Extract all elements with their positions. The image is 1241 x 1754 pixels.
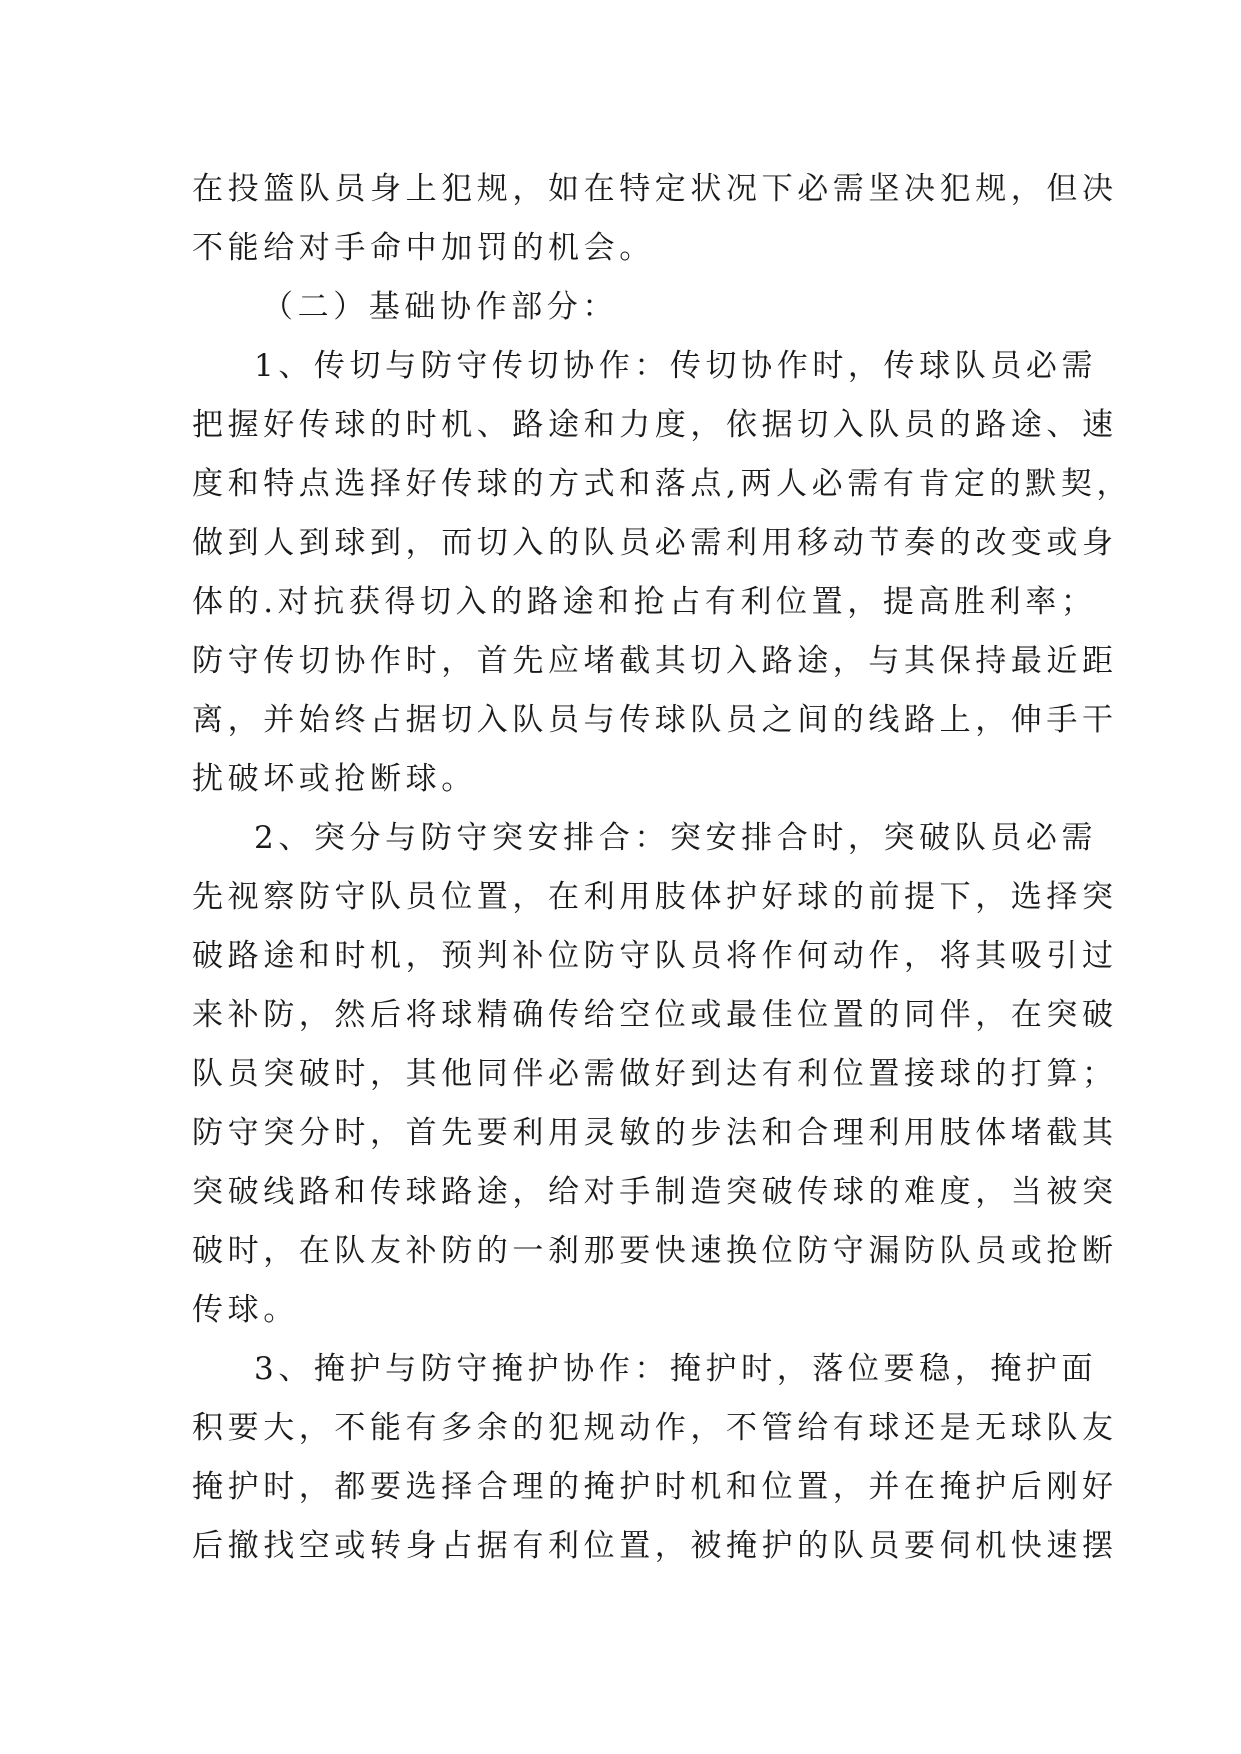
text-line: 后撤找空或转身占据有利位置，被掩护的队员要伺机快速摆 [192, 1528, 1118, 1564]
text-line: 队员突破时，其他同伴必需做好到达有利位置接球的打算； [192, 1056, 1118, 1092]
text-line: 做到人到球到，而切入的队员必需利用移动节奏的改变或身 [192, 525, 1118, 561]
document-page [192, 160, 1133, 1576]
text-line: 2、突分与防守突安排合：突安排合时，突破队员必需 [254, 820, 1098, 856]
text-line: 度和特点选择好传球的方式和落点,两人必需有肯定的默契， [192, 466, 1133, 502]
section-heading: （二）基础协作部分： [262, 289, 618, 325]
text-line: 不能给对手命中加罚的机会。 [192, 230, 655, 266]
text-line: 3、掩护与防守掩护协作：掩护时，落位要稳，掩护面 [254, 1351, 1098, 1387]
text-line: 掩护时，都要选择合理的掩护时机和位置，并在掩护后刚好 [192, 1469, 1118, 1505]
text-line: 体的.对抗获得切入的路途和抢占有利位置，提高胜利率； [192, 584, 1097, 620]
text-line: 防守传切协作时，首先应堵截其切入路途，与其保持最近距 [192, 643, 1118, 679]
text-line: 1、传切与防守传切协作：传切协作时，传球队员必需 [254, 348, 1098, 384]
text-line: 离，并始终占据切入队员与传球队员之间的线路上，伸手干 [192, 702, 1118, 738]
text-line: 破路途和时机，预判补位防守队员将作何动作，将其吸引过 [192, 938, 1118, 974]
text-line: 突破线路和传球路途，给对手制造突破传球的难度，当被突 [192, 1174, 1118, 1210]
text-line: 传球。 [192, 1292, 299, 1328]
text-line: 在投篮队员身上犯规，如在特定状况下必需坚决犯规，但决 [192, 171, 1118, 207]
text-line: 把握好传球的时机、路途和力度，依据切入队员的路途、速 [192, 407, 1118, 443]
text-line: 先视察防守队员位置，在利用肢体护好球的前提下，选择突 [192, 879, 1118, 915]
text-line: 来补防，然后将球精确传给空位或最佳位置的同伴，在突破 [192, 997, 1118, 1033]
text-line: 扰破坏或抢断球。 [192, 761, 477, 797]
text-line: 防守突分时，首先要利用灵敏的步法和合理利用肢体堵截其 [192, 1115, 1118, 1151]
text-line: 积要大，不能有多余的犯规动作，不管给有球还是无球队友 [192, 1410, 1118, 1446]
text-line: 破时，在队友补防的一刹那要快速换位防守漏防队员或抢断 [192, 1233, 1118, 1269]
